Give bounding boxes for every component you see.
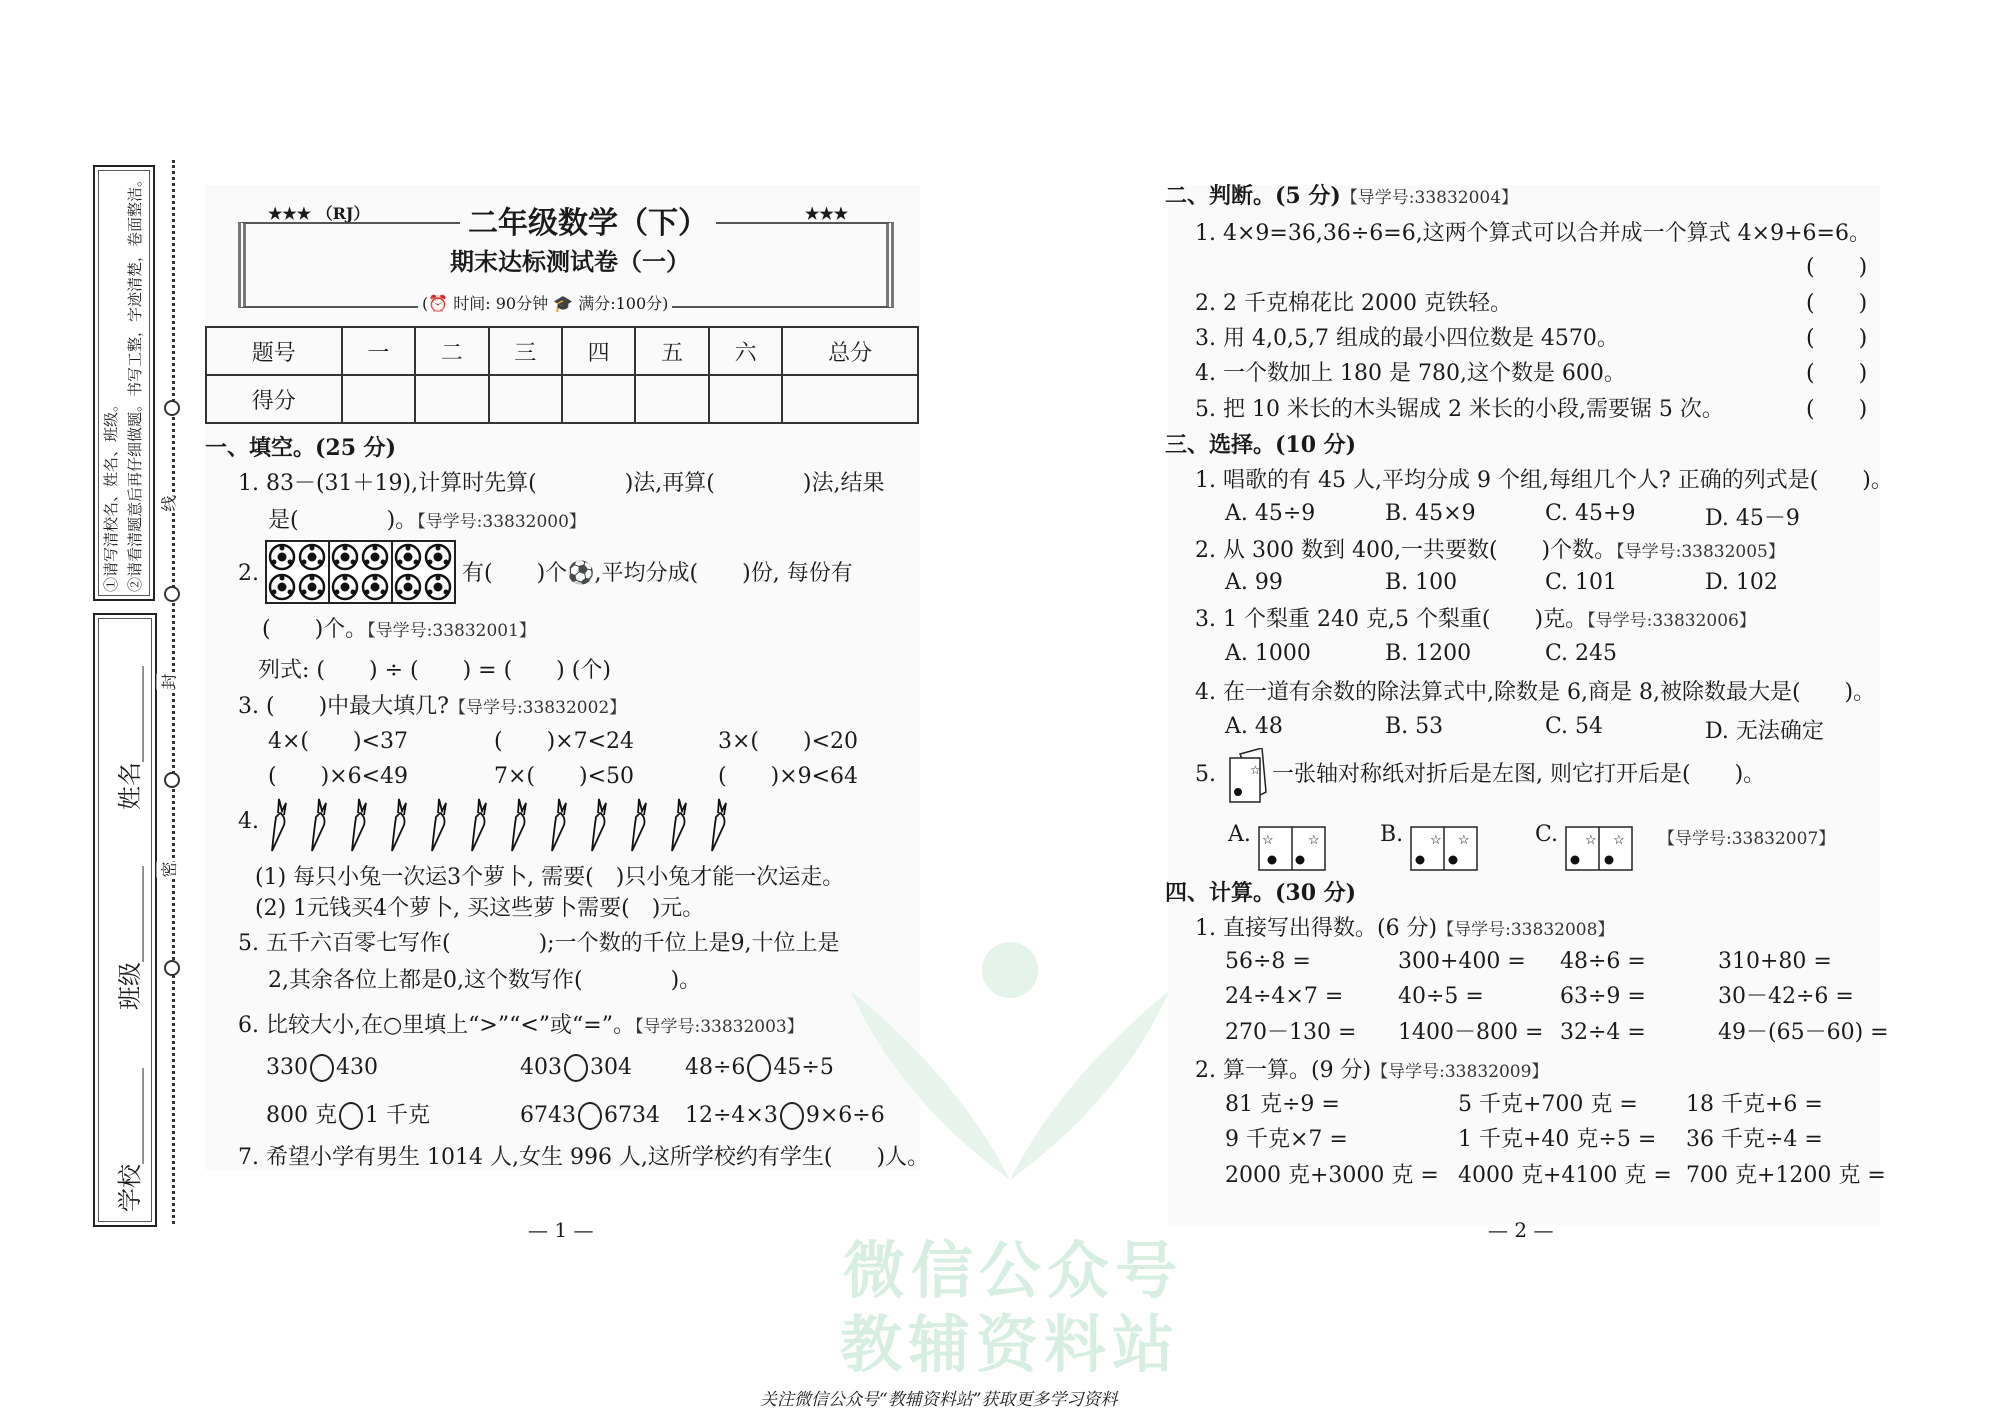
folded-paper-figure xyxy=(1228,748,1270,804)
calc-item: 40÷5 = xyxy=(1398,984,1484,1009)
choice-option[interactable]: B. 45×9 xyxy=(1385,501,1476,526)
calc-item: 18 千克+6 = xyxy=(1686,1092,1823,1117)
left-operand: 800 克 xyxy=(266,1103,337,1128)
exam-meta: (⏰ 时间: 90分钟 🎓 满分:100分) xyxy=(418,290,672,318)
calc-item: 63÷9 = xyxy=(1560,984,1646,1009)
comparison-item xyxy=(685,1054,834,1082)
cut-circle xyxy=(164,960,180,976)
full-score: 满分:100分 xyxy=(578,294,663,313)
svg-text:☆: ☆ xyxy=(1430,833,1442,848)
choice-question xyxy=(1195,606,1756,635)
answer-circle[interactable] xyxy=(564,1054,588,1082)
q6-line: 6. 比较大小,在○里填上“>”“<”或“=”。【导学号:33832003】 xyxy=(238,1013,804,1038)
choice-question xyxy=(1195,537,1785,566)
choice-option[interactable]: A. 1000 xyxy=(1225,641,1311,666)
soccer-ball-icon xyxy=(270,545,294,569)
column-header: 六 xyxy=(709,327,782,375)
score-cell[interactable] xyxy=(562,375,635,423)
cut-line xyxy=(172,160,175,1224)
soccer-ball-icon xyxy=(270,575,294,599)
q5-line2: 2,其余各位上都是0,这个数写作( )。 xyxy=(268,968,702,993)
calc-item: 2000 克+3000 克 = xyxy=(1225,1163,1439,1188)
class-label: 班级 xyxy=(116,962,144,1010)
left-operand: 48÷6 xyxy=(685,1055,746,1080)
carrot-icon xyxy=(632,799,646,851)
carrot-icon xyxy=(552,799,566,851)
column-header: 总分 xyxy=(782,327,918,375)
answer-circle[interactable] xyxy=(339,1102,363,1130)
choice-option[interactable]: D. 102 xyxy=(1705,570,1778,595)
calc-item: 270－130 = xyxy=(1225,1020,1357,1045)
soccer-ball-icon xyxy=(300,545,324,569)
q3-item: ( )×7<24 xyxy=(494,729,635,754)
carrot-icon xyxy=(592,799,606,851)
question-text: 3. 1 个梨重 240 克,5 个梨重( )克。 xyxy=(1195,607,1588,632)
section-choice: 三、选择。(10 分) xyxy=(1165,432,1357,458)
soccer-ball-icon xyxy=(333,575,357,599)
svg-text:☆: ☆ xyxy=(1250,763,1261,777)
judge-item: 1. 4×9=36,36÷6=6,这两个算式可以合并成一个算式 4×9+6=6。 xyxy=(1195,221,1871,246)
ref-number: 【导学号:33832009】 xyxy=(1371,1062,1549,1082)
q4-number: 4. xyxy=(238,809,259,834)
score-cell[interactable] xyxy=(342,375,415,423)
right-operand: 430 xyxy=(336,1055,378,1080)
ref-number: 【导学号:33832005】 xyxy=(1616,542,1785,562)
choice-option[interactable]: B. 1200 xyxy=(1385,641,1472,666)
cut-circle xyxy=(164,586,180,602)
soccer-ball-icon xyxy=(300,575,324,599)
carrot-icon xyxy=(472,799,486,851)
judge-item: 2. 2 千克棉花比 2000 克铁轻。 xyxy=(1195,291,1512,316)
q2-formula: 列式: ( ) ÷ ( ) = ( ) (个) xyxy=(258,658,611,683)
edition-label: （RJ） xyxy=(316,204,370,223)
fold-option-label[interactable]: B. xyxy=(1380,822,1404,847)
fold-option-label[interactable]: A. xyxy=(1228,822,1251,847)
answer-circle[interactable] xyxy=(780,1102,804,1130)
ref-number: 【导学号:33832004】 xyxy=(1340,188,1519,208)
soccer-ball-icon xyxy=(426,545,450,569)
cut-circle xyxy=(164,772,180,788)
q3-item: 3×( )<20 xyxy=(718,729,859,754)
soccer-ball-icon xyxy=(426,575,450,599)
choice-option[interactable]: B. 100 xyxy=(1385,570,1458,595)
ref-number: 【导学号:33832002】 xyxy=(448,698,627,718)
cut-mark-secret: 密 xyxy=(157,861,180,877)
calc-item: 32÷4 = xyxy=(1560,1020,1646,1045)
choice-option[interactable]: D. 无法确定 xyxy=(1705,719,1824,744)
choice-option[interactable]: C. 45+9 xyxy=(1545,501,1636,526)
right-operand: 45÷5 xyxy=(773,1055,834,1080)
svg-text:☆: ☆ xyxy=(1458,833,1470,848)
score-cell[interactable] xyxy=(709,375,782,423)
calc-item: 49－(65－60) = xyxy=(1718,1020,1889,1045)
fold-option-label[interactable]: C. xyxy=(1535,822,1559,847)
choice-option[interactable]: A. 45÷9 xyxy=(1225,501,1316,526)
judge-item: 5. 把 10 米长的木头锯成 2 米长的小段,需要锯 5 次。 xyxy=(1195,397,1724,422)
question-text: 1. 唱歌的有 45 人,平均分成 9 个组,每组几个人? 正确的列式是( )。 xyxy=(1195,468,1893,493)
school-label: 学校 xyxy=(116,1164,144,1212)
carrot-icon xyxy=(272,799,286,851)
calc-item: 56÷8 = xyxy=(1225,949,1311,974)
carrot-icon xyxy=(312,799,326,851)
name-label: 姓名 xyxy=(116,762,144,810)
left-operand: 6743 xyxy=(520,1103,576,1128)
column-header: 二 xyxy=(415,327,488,375)
page-number-2: — 2 — xyxy=(1488,1218,1554,1242)
judge-answer[interactable]: ( ) xyxy=(1806,326,1868,351)
clock-icon: ⏰ xyxy=(428,294,449,313)
soccer-ball-icon xyxy=(333,545,357,569)
calc-item: 81 克÷9 = xyxy=(1225,1092,1340,1117)
calc-item: 310+80 = xyxy=(1718,949,1832,974)
difficulty-stars-right: ★★★ xyxy=(805,204,849,223)
cut-mark-line: 线 xyxy=(157,495,180,511)
judge-item: 4. 一个数加上 180 是 780,这个数是 600。 xyxy=(1195,361,1626,386)
row-header: 题号 xyxy=(206,327,342,375)
soccer-ball-icon xyxy=(363,575,387,599)
judge-answer[interactable]: ( ) xyxy=(1806,397,1868,422)
ref-number: 【导学号:33832006】 xyxy=(1587,611,1756,631)
left-operand: 12÷4×3 xyxy=(685,1103,778,1128)
answer-circle[interactable] xyxy=(578,1102,602,1130)
calc-item: 1 千克+40 克÷5 = xyxy=(1458,1127,1657,1152)
right-operand: 9×6÷6 xyxy=(805,1103,885,1128)
choice-question xyxy=(1195,467,1893,495)
calc-item: 5 千克+700 克 = xyxy=(1458,1092,1638,1117)
instruction-2: ②请看清题意后再仔细做题。书写工整，字迹清楚，卷面整洁。 xyxy=(126,171,144,592)
fold-option-figure[interactable] xyxy=(1410,826,1480,872)
exam-title: 二年级数学（下） xyxy=(460,204,716,244)
judge-item: 3. 用 4,0,5,7 组成的最小四位数是 4570。 xyxy=(1195,326,1619,351)
judge-answer[interactable]: ( ) xyxy=(1806,255,1868,280)
q3-item: ( )×6<49 xyxy=(268,764,409,789)
table-row xyxy=(206,375,918,423)
calc-item: 9 千克×7 = xyxy=(1225,1127,1348,1152)
q2-line2: ( )个。【导学号:33832001】 xyxy=(262,617,536,642)
instruction-1: ①请写清校名、姓名、班级。 xyxy=(102,396,120,592)
choice-question xyxy=(1195,679,1875,707)
q3-item: 7×( )<50 xyxy=(494,764,635,789)
section-judge: 二、判断。(5 分)【导学号:33832004】 xyxy=(1165,183,1519,209)
q4-sub1: (1) 每只小兔一次运3个萝卜, 需要( )只小兔才能一次运走。 xyxy=(255,865,845,890)
carrots-figure xyxy=(262,795,752,853)
comparison-item xyxy=(266,1102,430,1130)
choice-option[interactable]: A. 99 xyxy=(1225,570,1283,595)
school-field[interactable]: 学校________ xyxy=(116,1068,144,1212)
q2-number: 2. xyxy=(238,561,259,586)
choice-option[interactable]: C. 101 xyxy=(1545,570,1618,595)
choice-option[interactable]: A. 48 xyxy=(1225,714,1283,739)
q3-line: 3. ( )中最大填几?【导学号:33832002】 xyxy=(238,694,627,719)
cut-mark-seal: 封 xyxy=(157,673,180,689)
carrot-icon xyxy=(712,799,726,851)
q3-item: 4×( )<37 xyxy=(268,729,409,754)
watermark-line2: 教辅资料站 xyxy=(840,1308,1181,1381)
q7-line: 7. 希望小学有男生 1014 人,女生 996 人,这所学校约有学生( )人。 xyxy=(238,1145,930,1170)
judge-answer[interactable]: ( ) xyxy=(1806,291,1868,316)
name-field[interactable]: 姓名________ xyxy=(116,666,144,810)
calc1-title: 1. 直接写出得数。(6 分)【导学号:33832008】 xyxy=(1195,916,1615,941)
q2-line1: 有( )个⚽,平均分成( )份, 每份有 xyxy=(462,561,853,586)
cut-circle xyxy=(164,400,180,416)
question-text: 4. 在一道有余数的除法算式中,除数是 6,商是 8,被除数最大是( )。 xyxy=(1195,680,1876,705)
carrot-icon xyxy=(432,799,446,851)
right-operand: 304 xyxy=(590,1055,632,1080)
svg-text:☆: ☆ xyxy=(1585,833,1597,848)
carrot-icon xyxy=(352,799,366,851)
ref-number: 【导学号:33832001】 xyxy=(367,621,536,641)
q3-item: ( )×9<64 xyxy=(718,764,859,789)
section-fill-blank: 一、填空。(25 分) xyxy=(205,435,397,461)
section-calc: 四、计算。(30 分) xyxy=(1165,880,1357,906)
score-cell[interactable] xyxy=(489,375,562,423)
calc-item: 300+400 = xyxy=(1398,949,1526,974)
comparison-item xyxy=(520,1054,632,1082)
choice-q5-number: 5. xyxy=(1195,762,1216,787)
comparison-item xyxy=(520,1102,660,1130)
carrot-icon xyxy=(672,799,686,851)
calc-item: 24÷4×7 = xyxy=(1225,984,1344,1009)
svg-text:☆: ☆ xyxy=(1262,833,1274,848)
soccer-ball-icon xyxy=(396,575,420,599)
watermark-line1: 微信公众号 xyxy=(843,1234,1184,1307)
carrot-icon xyxy=(392,799,406,851)
score-cell[interactable] xyxy=(635,375,708,423)
graduation-cap-icon: 🎓 xyxy=(553,294,574,313)
column-header: 三 xyxy=(489,327,562,375)
choice-option[interactable]: C. 54 xyxy=(1545,714,1604,739)
q1-line1: 1. 83－(31＋19),计算时先算( )法,再算( )法,结果 xyxy=(238,471,885,496)
exam-subtitle: 期末达标测试卷（一） xyxy=(450,247,690,276)
calc-item: 48÷6 = xyxy=(1560,949,1646,974)
ref-number: 【导学号:33832008】 xyxy=(1437,920,1615,940)
answer-circle[interactable] xyxy=(310,1054,334,1082)
q1-line2: 是( )。【导学号:33832000】 xyxy=(268,508,586,533)
answer-circle[interactable] xyxy=(747,1054,771,1082)
page-number-1: — 1 — xyxy=(528,1218,594,1242)
fold-option-figure[interactable] xyxy=(1565,826,1635,872)
choice-option[interactable]: D. 45－9 xyxy=(1705,506,1800,531)
right-operand: 6734 xyxy=(604,1103,660,1128)
soccer-balls-figure xyxy=(265,540,457,605)
soccer-ball-icon xyxy=(363,545,387,569)
choice-option[interactable]: C. 245 xyxy=(1545,641,1618,666)
time-limit: 时间: 90分钟 xyxy=(453,294,549,313)
table-row xyxy=(206,327,918,375)
row-header: 得分 xyxy=(206,375,342,423)
fold-option-figure[interactable] xyxy=(1258,826,1328,872)
calc-item: 30－42÷6 = xyxy=(1718,984,1854,1009)
question-text: 2. 从 300 数到 400,一共要数( )个数。 xyxy=(1195,538,1617,563)
soccer-ball-icon xyxy=(396,545,420,569)
q4-sub2: (2) 1元钱买4个萝卜, 买这些萝卜需要( )元。 xyxy=(255,896,705,921)
ref-number: 【导学号:33832003】 xyxy=(634,1017,804,1037)
calc-item: 4000 克+4100 克 = xyxy=(1458,1163,1672,1188)
comparison-item xyxy=(685,1102,885,1130)
right-operand: 1 千克 xyxy=(365,1103,430,1128)
calc2-title: 2. 算一算。(9 分)【导学号:33832009】 xyxy=(1195,1058,1549,1083)
carrot-icon xyxy=(512,799,526,851)
score-table xyxy=(205,326,919,424)
ref-number: 【导学号:33832007】 xyxy=(1658,829,1836,849)
ref-number: 【导学号:33832000】 xyxy=(417,512,586,532)
q5-line1: 5. 五千六百零七写作( );一个数的千位上是9,十位上是 xyxy=(238,931,840,956)
left-operand: 330 xyxy=(266,1055,308,1080)
svg-text:☆: ☆ xyxy=(1308,833,1320,848)
class-field[interactable]: 班级________ xyxy=(116,866,144,1010)
calc-item: 1400－800 = xyxy=(1398,1020,1544,1045)
score-cell[interactable] xyxy=(782,375,918,423)
column-header: 五 xyxy=(635,327,708,375)
column-header: 一 xyxy=(342,327,415,375)
choice-option[interactable]: B. 53 xyxy=(1385,714,1444,739)
comparison-item xyxy=(266,1054,378,1082)
column-header: 四 xyxy=(562,327,635,375)
choice-q5-text: 一张轴对称纸对折后是左图, 则它打开后是( )。 xyxy=(1272,762,1766,787)
left-operand: 403 xyxy=(520,1055,562,1080)
footer-note: 关注微信公众号“教辅资料站”获取更多学习资料 xyxy=(760,1390,1118,1410)
calc-item: 36 千克÷4 = xyxy=(1686,1127,1823,1152)
difficulty-stars: ★★★ （RJ） xyxy=(268,204,370,223)
svg-text:☆: ☆ xyxy=(1613,833,1625,848)
calc-item: 700 克+1200 克 = xyxy=(1686,1163,1886,1188)
judge-answer[interactable]: ( ) xyxy=(1806,361,1868,386)
score-cell[interactable] xyxy=(415,375,488,423)
